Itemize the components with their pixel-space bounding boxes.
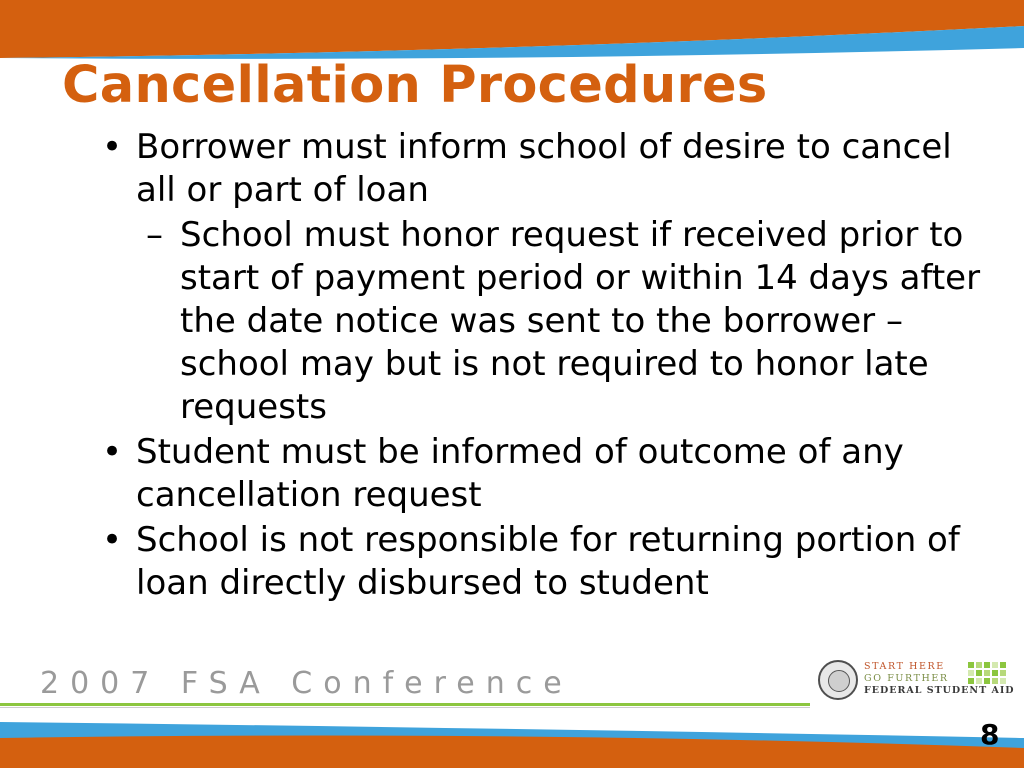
page-number: 8 — [980, 718, 1000, 751]
subbullet-dash: – — [146, 215, 163, 255]
bullet-item — [102, 431, 982, 517]
footer-grey-line — [0, 707, 810, 708]
bullet-item — [102, 519, 982, 605]
bullet-item — [102, 126, 982, 212]
federal-student-aid-logo — [818, 658, 1014, 704]
logo-line-federal-student-aid: FEDERAL STUDENT AID — [864, 685, 1015, 696]
bullet-text: Borrower must inform school of desire to cancel all or part of loan — [136, 127, 952, 210]
slide-title: Cancellation Procedures — [62, 56, 768, 115]
footer-green-line — [0, 703, 810, 706]
bullet-text: School is not responsible for returning portion of loan directly disbursed to student — [136, 520, 960, 603]
subbullet-item — [146, 214, 982, 429]
bullet-dot: • — [102, 127, 123, 167]
conference-footer-text: 2007 FSA Conference — [40, 666, 573, 701]
bullet-dot: • — [102, 432, 123, 472]
logo-line-start-here: START HERE — [864, 661, 945, 672]
bullet-text: Student must be informed of outcome of any cancellation request — [136, 432, 904, 515]
department-seal-icon — [818, 660, 858, 700]
bullet-dot: • — [102, 520, 123, 560]
slide-body — [102, 126, 982, 607]
logo-line-go-further: GO FURTHER — [864, 673, 949, 684]
subbullet-text: School must honor request if received prior to start of payment period or within 14 days after the date notice was sent to the borrower – school may but is not required to honor late requests — [180, 215, 981, 427]
logo-grid-icon — [968, 662, 1012, 692]
